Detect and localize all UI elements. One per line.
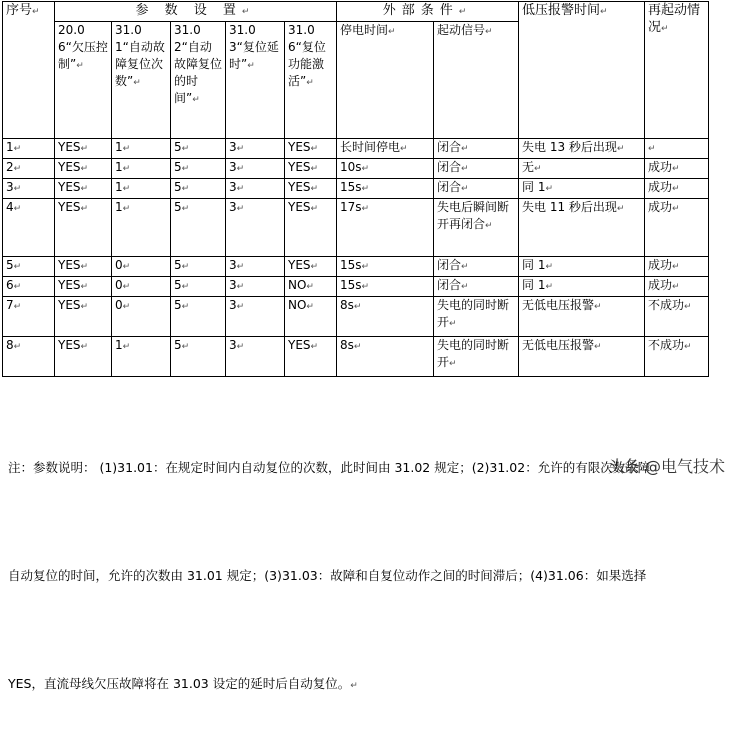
table-cell: 4↵ (3, 199, 55, 257)
watermark-text: 头条 @电气技术 (607, 457, 725, 476)
table-cell: 8s↵ (337, 297, 434, 337)
subheader-cell: 31.01“自动故障复位次数”↵ (112, 22, 171, 139)
table-cell: 长时间停电↵ (337, 139, 434, 159)
table-cell: 17s↵ (337, 199, 434, 257)
table-cell: NO↵ (285, 277, 337, 297)
table-cell: 1↵ (112, 179, 171, 199)
table-cell: 5↵ (171, 337, 226, 377)
table-cell: 1↵ (112, 159, 171, 179)
table-cell: 1↵ (112, 199, 171, 257)
table-cell: 7↵ (3, 297, 55, 337)
table-cell: YES↵ (285, 159, 337, 179)
note-line: 注：参数说明： (1)31.01：在规定时间内自动复位的次数，此时间由 31.02 规定；(2)31.02：允许的有限次数故障 (8, 460, 651, 475)
table-cell: YES↵ (55, 199, 112, 257)
table-cell: 0↵ (112, 297, 171, 337)
table-cell: 同 1↵ (519, 179, 645, 199)
table-cell: YES↵ (55, 337, 112, 377)
table-cell: 3↵ (3, 179, 55, 199)
table-cell: 8↵ (3, 337, 55, 377)
table-cell: 不成功↵ (645, 337, 709, 377)
table-cell: 15s↵ (337, 257, 434, 277)
header-low-voltage-time: 低压报警时间↵ (519, 2, 645, 139)
table-row (3, 277, 709, 297)
table-cell: 失电 13 秒后出现↵ (519, 139, 645, 159)
table-cell: 成功↵ (645, 179, 709, 199)
table-cell: 3↵ (226, 257, 285, 277)
subheader-cell: 停电时间↵ (337, 22, 434, 139)
header-external: 外部条件↵ (337, 2, 519, 22)
table-cell: 失电的同时断开↵ (434, 337, 519, 377)
table-cell: 5↵ (171, 199, 226, 257)
table-cell: 0↵ (112, 277, 171, 297)
table-cell: 闭合↵ (434, 139, 519, 159)
table-cell: 失电 11 秒后出现↵ (519, 199, 645, 257)
table-cell: 无低电压报警↵ (519, 297, 645, 337)
table-cell: 3↵ (226, 277, 285, 297)
table-cell: 成功↵ (645, 257, 709, 277)
table-row (3, 179, 709, 199)
table-cell: 5↵ (171, 139, 226, 159)
table-cell: 15s↵ (337, 277, 434, 297)
table-cell: 无↵ (519, 159, 645, 179)
header-restart: 再起动情况↵ (645, 2, 709, 139)
watermark (608, 454, 725, 477)
table-row (3, 257, 709, 277)
table-cell: YES↵ (285, 179, 337, 199)
table-cell: 0↵ (112, 257, 171, 277)
table-cell: 6↵ (3, 277, 55, 297)
table-row (3, 297, 709, 337)
table-row (3, 139, 709, 159)
subheader-cell: 20.06“欠压控制”↵ (55, 22, 112, 139)
subheader-cell: 31.02“自动故障复位的时间”↵ (171, 22, 226, 139)
table-cell: 同 1↵ (519, 257, 645, 277)
table-cell: 成功↵ (645, 199, 709, 257)
subheader-cell: 31.03“复位延时”↵ (226, 22, 285, 139)
table-cell: 闭合↵ (434, 257, 519, 277)
table-cell: 15s↵ (337, 179, 434, 199)
table-row (3, 199, 709, 257)
subheader-cell: 起动信号↵ (434, 22, 519, 139)
table-cell: 1↵ (3, 139, 55, 159)
table-cell: 无低电压报警↵ (519, 337, 645, 377)
table-cell: YES↵ (55, 297, 112, 337)
table-cell: 8s↵ (337, 337, 434, 377)
table-row (3, 337, 709, 377)
header-seq: 序号↵ (3, 2, 55, 139)
table-cell: 3↵ (226, 179, 285, 199)
parameter-notes (8, 378, 733, 740)
table-cell: 5↵ (171, 297, 226, 337)
table-cell: 3↵ (226, 297, 285, 337)
table-cell: ↵ (645, 139, 709, 159)
table-cell: 成功↵ (645, 277, 709, 297)
table-cell: YES↵ (285, 257, 337, 277)
table-cell: YES↵ (55, 139, 112, 159)
table-cell: YES↵ (285, 337, 337, 377)
table-cell: 5↵ (171, 179, 226, 199)
table-cell: 闭合↵ (434, 179, 519, 199)
table-cell: 5↵ (171, 277, 226, 297)
table-cell: 2↵ (3, 159, 55, 179)
note-line: YES，直流母线欠压故障将在 31.03 设定的延时后自动复位。↵ (8, 676, 358, 691)
header-params: 参 数 设 置↵ (55, 2, 337, 22)
table-cell: 3↵ (226, 159, 285, 179)
table-cell: YES↵ (55, 159, 112, 179)
table-cell: 5↵ (171, 257, 226, 277)
parameter-table (2, 1, 709, 377)
table-cell: YES↵ (285, 199, 337, 257)
table-cell: 失电的同时断开↵ (434, 297, 519, 337)
table-cell: 闭合↵ (434, 159, 519, 179)
table-cell: 1↵ (112, 139, 171, 159)
table-row (3, 159, 709, 179)
table-cell: 不成功↵ (645, 297, 709, 337)
table-cell: 3↵ (226, 337, 285, 377)
table-cell: NO↵ (285, 297, 337, 337)
table-cell: 1↵ (112, 337, 171, 377)
table-cell: 5↵ (3, 257, 55, 277)
table-cell: 3↵ (226, 199, 285, 257)
note-line: 自动复位的时间，允许的次数由 31.01 规定；(3)31.03：故障和自复位动作之间的时间滞后；(4)31.06：如果选择 (8, 568, 647, 583)
table-cell: YES↵ (55, 257, 112, 277)
table-cell: 闭合↵ (434, 277, 519, 297)
subheader-cell: 31.06“复位功能激活”↵ (285, 22, 337, 139)
table-cell: 5↵ (171, 159, 226, 179)
table-cell: YES↵ (285, 139, 337, 159)
table-cell: 成功↵ (645, 159, 709, 179)
table-cell: 3↵ (226, 139, 285, 159)
table-cell: YES↵ (55, 179, 112, 199)
table-cell: 10s↵ (337, 159, 434, 179)
table-cell: YES↵ (55, 277, 112, 297)
table-cell: 同 1↵ (519, 277, 645, 297)
table-cell: 失电后瞬间断开再闭合↵ (434, 199, 519, 257)
